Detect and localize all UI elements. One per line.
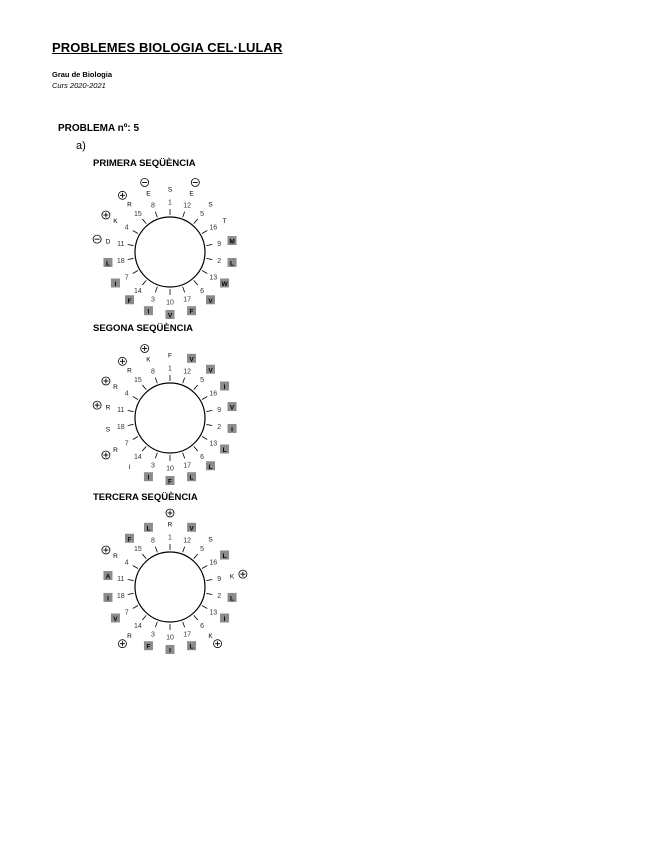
residue-letter: I	[231, 426, 233, 434]
residue-tick	[194, 219, 198, 224]
residue-number: 7	[124, 440, 129, 448]
residue-number: 18	[116, 593, 125, 601]
residue-tick	[202, 606, 207, 609]
residue-number: 7	[124, 609, 129, 617]
residue-letter: L	[105, 260, 110, 268]
residue-tick	[183, 547, 185, 553]
residue-letter: S	[105, 426, 111, 434]
residue-tick	[206, 580, 212, 581]
residue-letter: V	[189, 356, 194, 364]
degree-label: Grau de Biologia	[52, 70, 113, 79]
residue-number: 17	[183, 631, 191, 639]
residue-letter: T	[222, 218, 227, 225]
residue-letter: V	[167, 312, 173, 320]
residue-letter: L	[222, 447, 227, 454]
residue-number: 2	[217, 258, 222, 266]
sequence-3-label: TERCERA SEQÜÈNCIA	[93, 492, 198, 503]
residue-number: 9	[217, 406, 222, 414]
residue-number: 17	[183, 296, 191, 304]
residue-number: 3	[150, 462, 155, 470]
residue-tick	[206, 424, 212, 425]
positive-charge-icon	[102, 546, 110, 554]
positive-charge-icon	[102, 451, 110, 459]
residue-number: 5	[200, 211, 205, 219]
residue-number: 12	[183, 368, 191, 376]
residue-letter: F	[127, 297, 132, 305]
residue-letter: K	[208, 632, 213, 640]
positive-charge-icon	[239, 570, 247, 578]
residue-number: 1	[168, 534, 172, 542]
residue-letter: V	[208, 367, 213, 375]
residue-letter: R	[127, 367, 132, 375]
residue-letter: K	[113, 218, 118, 225]
residue-letter: K	[229, 573, 235, 581]
residue-number: 7	[124, 274, 129, 282]
residue-number: 13	[209, 274, 218, 282]
residue-tick	[155, 622, 157, 628]
residue-number: 11	[117, 240, 125, 248]
residue-number: 1	[168, 365, 172, 373]
residue-letter: V	[189, 525, 194, 533]
residue-number: 14	[133, 622, 142, 630]
residue-tick	[194, 385, 198, 390]
residue-tick	[183, 622, 185, 628]
negative-charge-icon	[93, 235, 101, 243]
residue-number: 8	[150, 202, 155, 210]
residue-tick	[142, 446, 146, 451]
residue-tick	[128, 245, 134, 246]
residue-number: 14	[133, 453, 142, 461]
positive-charge-icon	[93, 401, 101, 409]
residue-number: 15	[133, 546, 142, 554]
residue-tick	[155, 453, 157, 459]
residue-number: 4	[124, 224, 129, 232]
residue-tick	[142, 280, 146, 285]
residue-letter: R	[105, 404, 111, 412]
residue-number: 9	[217, 575, 222, 583]
residue-number: 6	[200, 453, 205, 461]
helical-wheel-3	[95, 507, 245, 667]
residue-tick	[183, 212, 185, 218]
residue-letter: I	[223, 616, 226, 623]
residue-tick	[155, 378, 157, 384]
residue-letter: V	[229, 404, 235, 412]
residue-letter: I	[223, 384, 226, 391]
residue-letter: L	[222, 553, 227, 560]
residue-number: 15	[133, 211, 142, 219]
residue-letter: V	[113, 616, 118, 623]
residue-tick	[194, 446, 198, 451]
residue-number: 12	[183, 202, 191, 210]
residue-tick	[202, 231, 207, 234]
residue-letter: L	[230, 595, 235, 603]
residue-letter: F	[127, 536, 132, 544]
residue-tick	[142, 219, 146, 224]
residue-letter: I	[147, 308, 150, 316]
residue-number: 2	[217, 424, 222, 432]
residue-number: 10	[166, 634, 174, 642]
residue-letter: W	[221, 281, 228, 288]
residue-tick	[206, 245, 212, 246]
residue-tick	[128, 258, 134, 259]
residue-tick	[133, 566, 138, 569]
positive-charge-icon	[166, 509, 174, 517]
residue-number: 15	[133, 377, 142, 385]
residue-number: 11	[117, 406, 125, 414]
residue-tick	[202, 437, 207, 440]
residue-tick	[142, 554, 146, 559]
residue-tick	[133, 606, 138, 609]
residue-letter: R	[127, 201, 132, 209]
residue-number: 16	[209, 224, 218, 232]
residue-letter: I	[169, 647, 171, 655]
residue-letter: F	[189, 308, 194, 316]
residue-letter: R	[113, 384, 118, 391]
residue-number: 18	[116, 258, 125, 266]
helical-wheel-2	[95, 338, 245, 498]
residue-tick	[183, 378, 185, 384]
residue-letter: S	[167, 186, 173, 194]
residue-number: 5	[200, 546, 205, 554]
residue-tick	[202, 271, 207, 274]
positive-charge-icon	[102, 211, 110, 219]
wheel-circle	[135, 552, 205, 622]
residue-number: 3	[150, 631, 155, 639]
document-title: PROBLEMES BIOLOGIA CEL·LULAR	[52, 40, 283, 55]
residue-letter: I	[128, 463, 131, 471]
residue-letter: I	[107, 595, 109, 603]
residue-letter: F	[146, 643, 151, 651]
residue-letter: F	[168, 478, 172, 486]
negative-charge-icon	[141, 178, 149, 186]
residue-letter: F	[168, 352, 172, 360]
residue-letter: R	[127, 632, 132, 640]
residue-tick	[194, 554, 198, 559]
residue-number: 5	[200, 377, 205, 385]
residue-tick	[128, 424, 134, 425]
negative-charge-icon	[191, 178, 199, 186]
residue-letter: L	[146, 525, 151, 533]
residue-tick	[128, 593, 134, 594]
residue-letter: D	[105, 238, 111, 246]
positive-charge-icon	[102, 377, 110, 385]
residue-letter: R	[113, 447, 118, 454]
residue-tick	[206, 593, 212, 594]
residue-number: 13	[209, 609, 218, 617]
residue-number: 11	[117, 575, 125, 583]
positive-charge-icon	[118, 640, 126, 648]
residue-number: 12	[183, 537, 191, 545]
residue-letter: V	[208, 297, 213, 305]
residue-number: 14	[133, 287, 142, 295]
residue-number: 2	[217, 593, 222, 601]
wheel-circle	[135, 217, 205, 287]
residue-letter: I	[147, 474, 150, 482]
helical-wheel-1	[95, 172, 245, 332]
residue-tick	[142, 615, 146, 620]
residue-tick	[142, 385, 146, 390]
residue-number: 8	[150, 368, 155, 376]
residue-tick	[128, 580, 134, 581]
residue-tick	[194, 280, 198, 285]
residue-letter: L	[189, 474, 194, 482]
residue-letter: R	[113, 553, 118, 560]
wheel-circle	[135, 383, 205, 453]
residue-letter: S	[208, 536, 213, 544]
residue-number: 9	[217, 240, 222, 248]
residue-letter: L	[208, 463, 213, 471]
residue-letter: E	[146, 190, 151, 198]
residue-number: 6	[200, 287, 205, 295]
problem-label: PROBLEMA nº: 5	[58, 123, 140, 134]
positive-charge-icon	[118, 191, 126, 199]
residue-tick	[133, 397, 138, 400]
residue-number: 6	[200, 622, 205, 630]
residue-tick	[202, 397, 207, 400]
residue-tick	[155, 547, 157, 553]
residue-letter: S	[208, 201, 213, 209]
residue-tick	[206, 411, 212, 412]
sequence-2-label: SEGONA SEQÜÈNCIA	[93, 323, 193, 334]
residue-tick	[202, 566, 207, 569]
residue-letter: I	[114, 281, 117, 288]
residue-number: 1	[168, 199, 172, 207]
positive-charge-icon	[141, 344, 149, 352]
residue-tick	[206, 258, 212, 259]
residue-letter: K	[146, 356, 151, 364]
residue-letter: A	[105, 573, 111, 581]
residue-letter: R	[167, 521, 173, 529]
residue-number: 18	[116, 424, 125, 432]
residue-letter: L	[189, 643, 194, 651]
residue-letter: L	[230, 260, 235, 268]
residue-number: 4	[124, 390, 129, 398]
positive-charge-icon	[214, 640, 222, 648]
residue-number: 10	[166, 299, 174, 307]
residue-number: 16	[209, 390, 218, 398]
positive-charge-icon	[118, 357, 126, 365]
residue-number: 4	[124, 559, 129, 567]
residue-tick	[183, 453, 185, 459]
course-label: Curs 2020-2021	[52, 81, 106, 90]
residue-tick	[183, 287, 185, 293]
residue-tick	[155, 287, 157, 293]
residue-number: 16	[209, 559, 218, 567]
residue-number: 17	[183, 462, 191, 470]
residue-letter: M	[229, 238, 235, 246]
residue-tick	[155, 212, 157, 218]
residue-tick	[133, 437, 138, 440]
residue-number: 13	[209, 440, 218, 448]
residue-number: 8	[150, 537, 155, 545]
sequence-1-label: PRIMERA SEQÜÈNCIA	[93, 158, 196, 169]
residue-number: 10	[166, 465, 174, 473]
part-label: a)	[76, 140, 86, 152]
residue-tick	[194, 615, 198, 620]
residue-letter: E	[189, 190, 194, 198]
residue-tick	[133, 271, 138, 274]
residue-tick	[128, 411, 134, 412]
residue-number: 3	[150, 296, 155, 304]
residue-tick	[133, 231, 138, 234]
